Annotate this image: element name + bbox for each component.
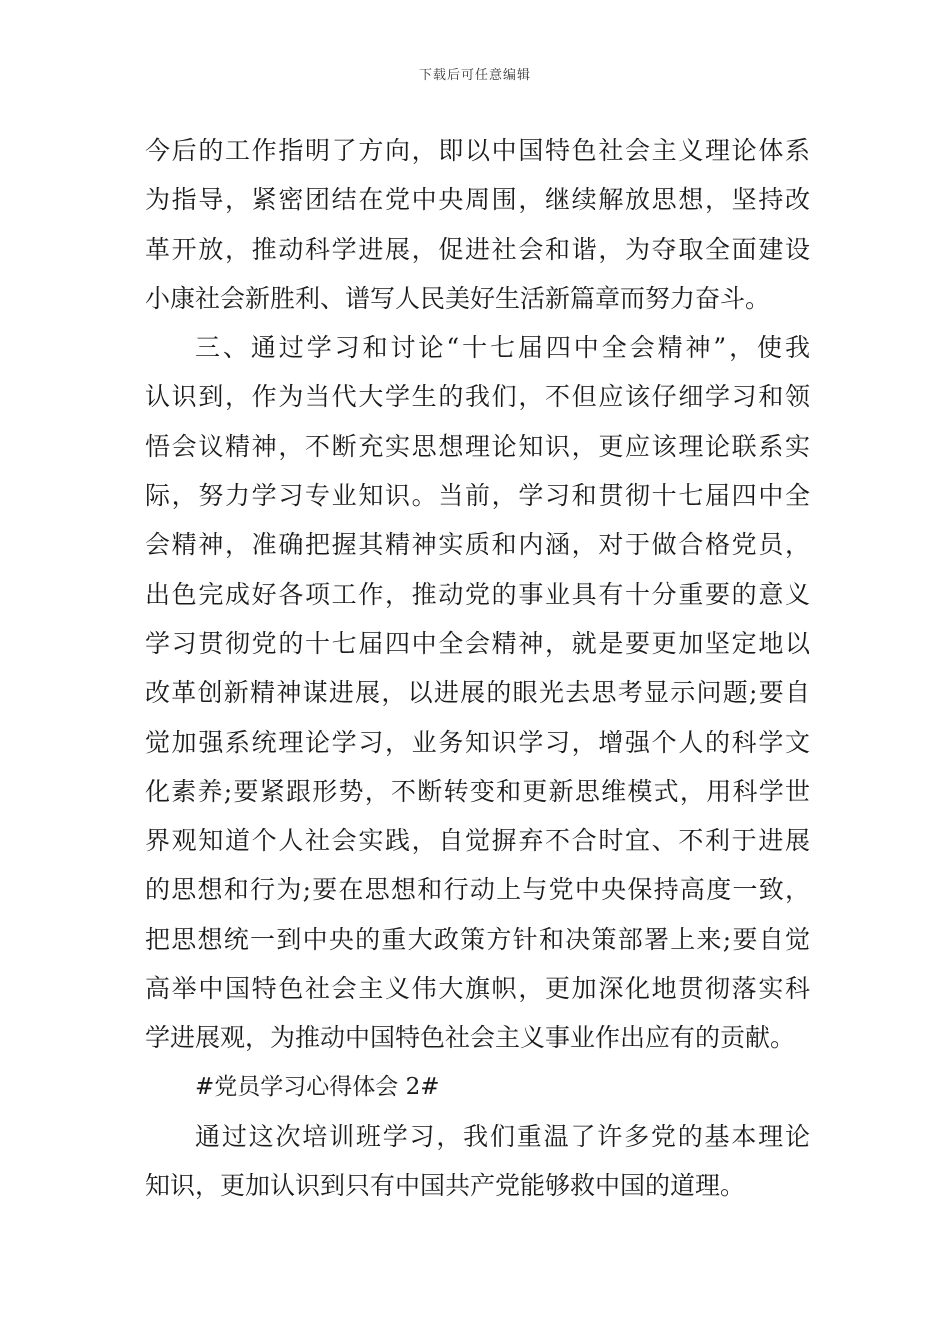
body-line: 学进展观，为推动中国特色社会主义事业作出应有的贡献。 xyxy=(145,1023,796,1053)
body-line: 出色完成好各项工作，推动党的事业具有十分重要的意义 xyxy=(145,579,810,609)
body-line: 改革创新精神谋进展，以进展的眼光去思考显示问题;要自 xyxy=(145,678,810,708)
page-header: 下载后可任意编辑 xyxy=(418,68,531,83)
body-line: 化素养;要紧跟形势，不断转变和更新思维模式，用科学世 xyxy=(145,776,810,806)
paragraph-start-line: 通过这次培训班学习，我们重温了许多党的基本理论 xyxy=(195,1121,810,1151)
body-line: 学习贯彻党的十七届四中全会精神，就是要更加坚定地以 xyxy=(145,628,810,658)
body-line: 把思想统一到中央的重大政策方针和决策部署上来;要自觉 xyxy=(145,924,810,954)
paragraph-start-line: 三、通过学习和讨论“十七届四中全会精神”，使我 xyxy=(195,333,810,363)
body-line: 革开放，推动科学进展，促进社会和谐，为夺取全面建设 xyxy=(145,234,810,264)
body-line: 悟会议精神，不断充实思想理论知识，更应该理论联系实 xyxy=(145,431,810,461)
body-line: 认识到，作为当代大学生的我们，不但应该仔细学习和领 xyxy=(145,382,810,412)
body-line: 界观知道个人社会实践，自觉摒弃不合时宜、不利于进展 xyxy=(145,826,810,856)
body-line: 会精神，准确把握其精神实质和内涵，对于做合格党员， xyxy=(145,530,810,560)
document-body xyxy=(145,126,810,1211)
body-line: 今后的工作指明了方向，即以中国特色社会主义理论体系 xyxy=(145,136,810,165)
body-line: 高举中国特色社会主义伟大旗帜，更加深化地贯彻落实科 xyxy=(145,974,810,1004)
body-line: 觉加强系统理论学习，业务知识学习，增强个人的科学文 xyxy=(145,727,810,757)
body-line: 为指导，紧密团结在党中央周围，继续解放思想，坚持改 xyxy=(145,185,810,215)
section-heading: #党员学习心得体会 2# xyxy=(195,1073,440,1100)
body-line: 的思想和行为;要在思想和行动上与党中央保持高度一致， xyxy=(145,875,810,905)
body-line: 际，努力学习专业知识。当前，学习和贯彻十七届四中全 xyxy=(145,481,810,511)
body-line: 知识，更加认识到只有中国共产党能够救中国的道理。 xyxy=(145,1171,746,1201)
body-line: 小康社会新胜利、谱写人民美好生活新篇章而努力奋斗。 xyxy=(145,283,771,313)
